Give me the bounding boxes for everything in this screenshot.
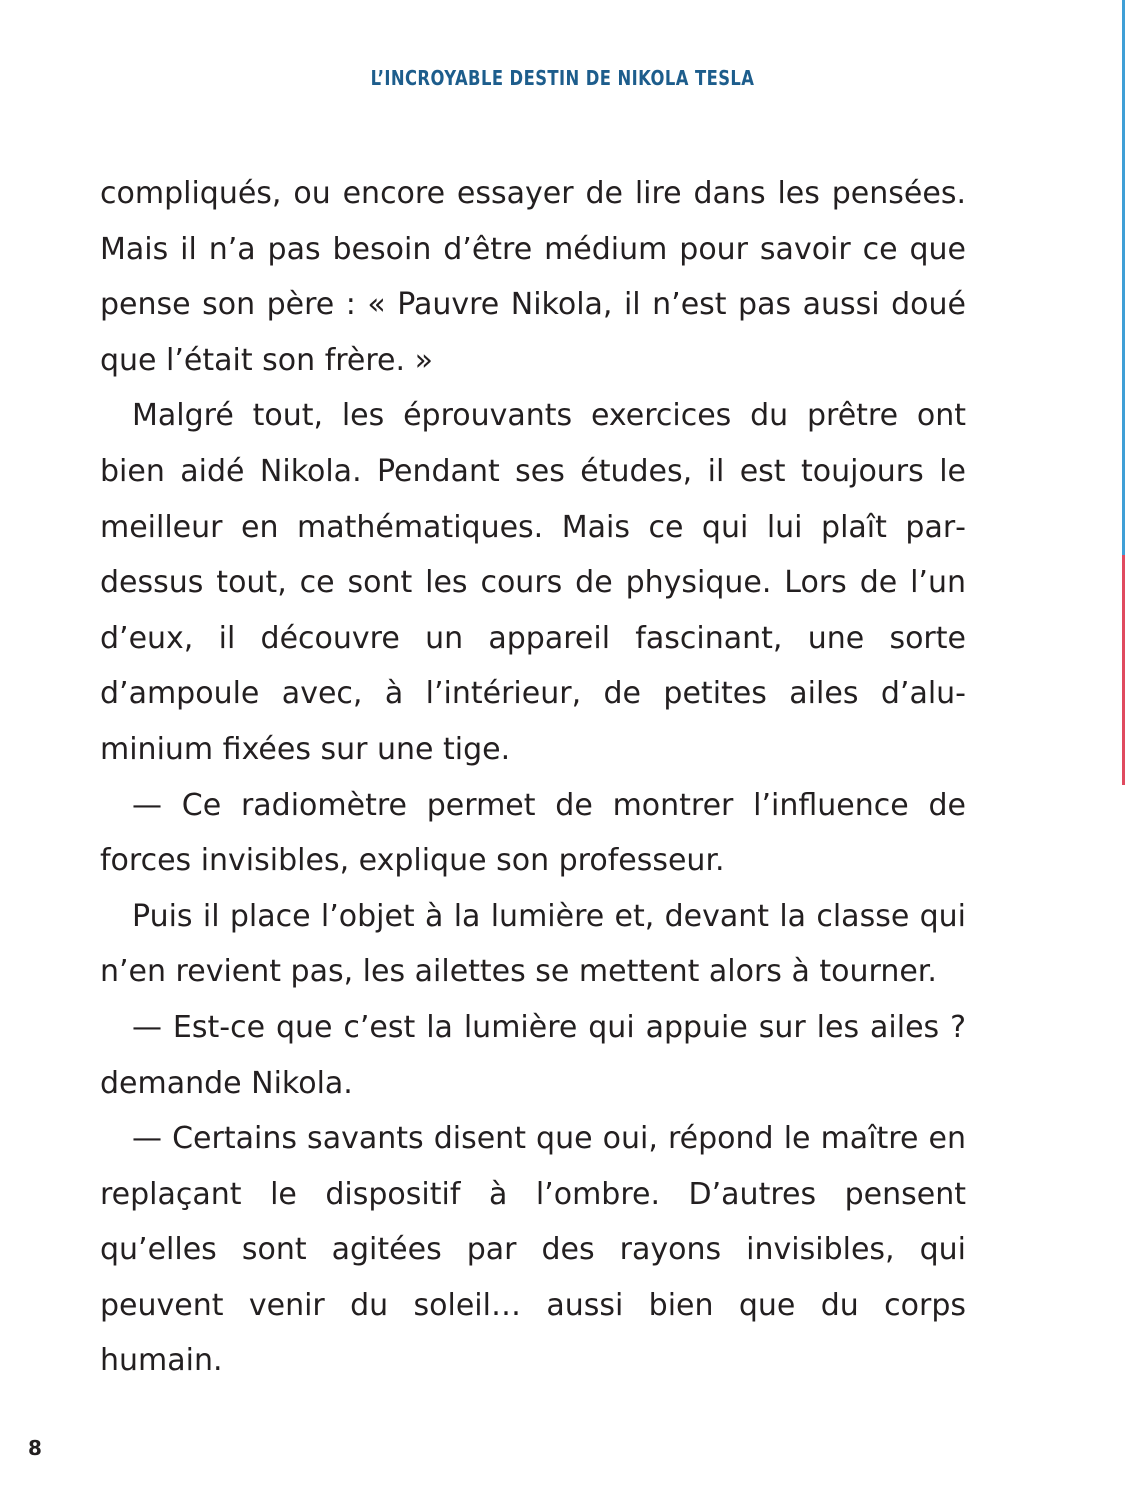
paragraph-4: Puis il place l’objet à la lumière et, devant la classe qui n’en revient pas, les ailettes se mettent alors à tourner.: [100, 898, 966, 990]
paragraph-5-dialogue: — Est-ce que c’est la lumière qui appuie sur les ailes ? demande Nikola.: [100, 1009, 966, 1101]
paragraph-3-dialogue: — Ce radiomètre permet de montrer l’influence de forces invisibles, explique son professeur.: [100, 787, 966, 879]
paragraph-6-dialogue: — Certains savants disent que oui, répond le maître en replaçant le dispositif à l’ombre. D’autres pensent qu’elles sont agitées par des rayons invisibles, qui peuvent venir du soleil… aussi bien que du corps humain.: [100, 1121, 966, 1379]
paragraph-1: compliqués, ou encore essayer de lire dans les pensées. Mais il n’a pas besoin d’être médium pour savoir ce que pense son père : « Pauvre Nikola, il n’est pas aussi doué que l’était son frère. »: [100, 176, 966, 378]
running-header-title: L’INCROYABLE DESTIN DE NIKOLA TESLA: [370, 66, 755, 90]
page-number: 8: [28, 1436, 42, 1460]
page-body: [100, 166, 966, 1389]
paragraph-2: Malgré tout, les éprouvants exercices du prêtre ont bien aidé Nikola. Pendant ses études, il est toujours le meilleur en mathématiques. Mais ce qui lui plaît pardessus tout, ce sont les cours de physique. Lors de l’un d’eux, il découvre un appareil fascinant, une sorte d’ampoule avec, à l’intérieur, de petites ailes d’aluminium fixées sur une tige.: [100, 398, 966, 767]
